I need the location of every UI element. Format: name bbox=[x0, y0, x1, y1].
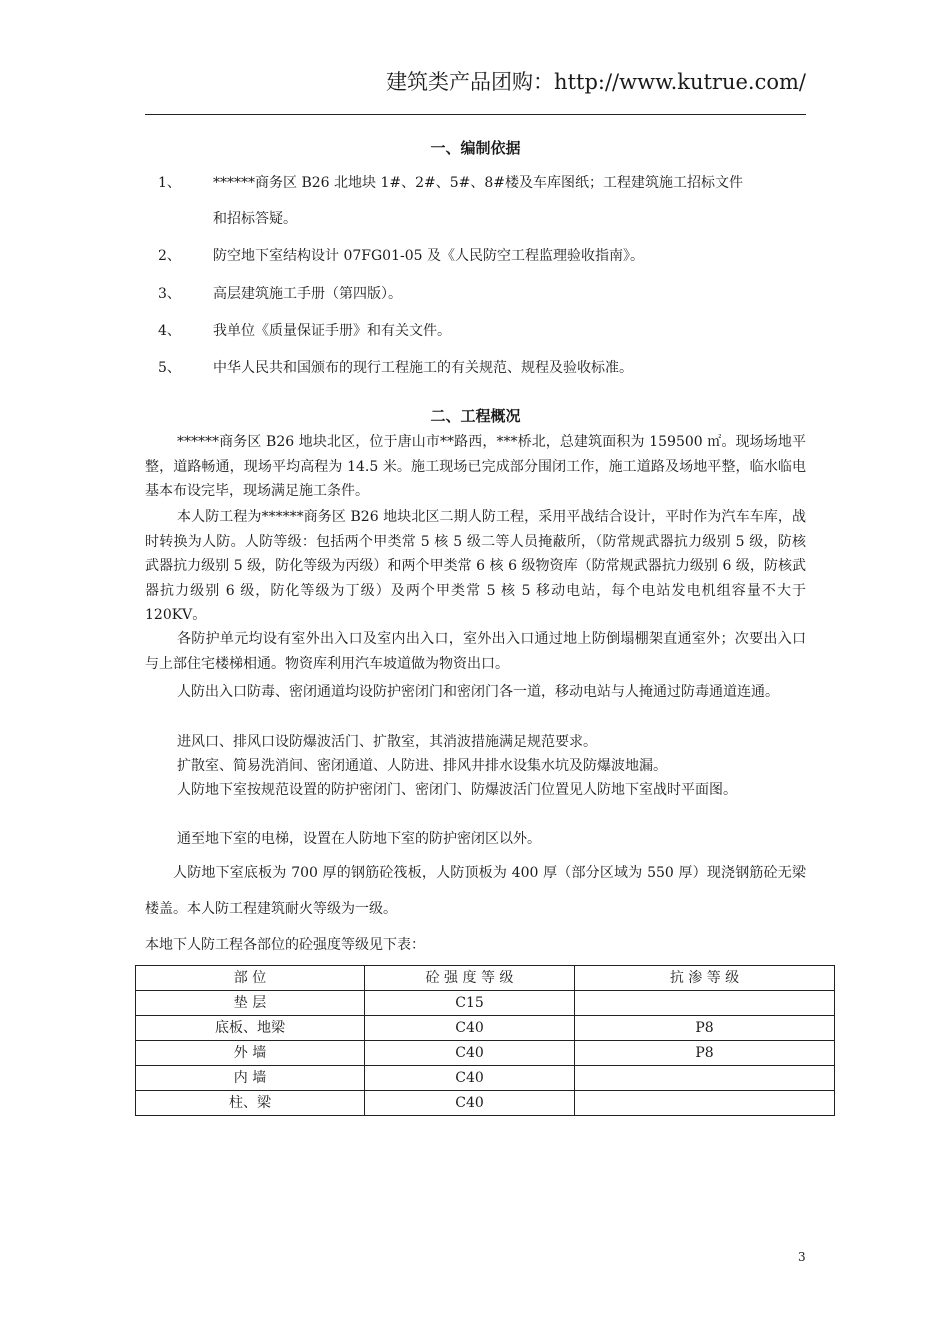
table-cell: P8 bbox=[575, 1016, 835, 1041]
list-item-number: 3、 bbox=[158, 286, 181, 302]
table-cell: P8 bbox=[575, 1041, 835, 1066]
table-cell bbox=[575, 991, 835, 1016]
section1-title: 一、编制依据 bbox=[430, 139, 521, 157]
list-item-text-cont: 和招标答疑。 bbox=[213, 211, 297, 227]
table-row bbox=[136, 1091, 835, 1116]
list-item-number: 1、 bbox=[158, 175, 181, 191]
paragraph: 扩散室、简易洗消间、密闭通道、人防进、排风井排水设集水坑及防爆波地漏。 bbox=[177, 758, 667, 774]
header-cell: 抗 渗 等 级 bbox=[575, 966, 835, 991]
section2-title: 二、工程概况 bbox=[430, 407, 521, 425]
table-cell: 垫 层 bbox=[136, 991, 365, 1016]
list-item-text: 高层建筑施工手册（第四版）。 bbox=[213, 286, 402, 302]
list-item-number: 4、 bbox=[158, 323, 181, 339]
table-row bbox=[136, 1016, 835, 1041]
table-cell: C15 bbox=[365, 991, 575, 1016]
table-row bbox=[136, 1041, 835, 1066]
list-item-number: 2、 bbox=[158, 248, 181, 264]
list-item-text: 防空地下室结构设计 07FG01-05 及《人民防空工程监理验收指南》。 bbox=[213, 248, 644, 264]
list-item-text: ******商务区 B26 北地块 1#、2#、5#、8#楼及车库图纸；工程建筑施工招标文件 bbox=[213, 175, 744, 191]
table-cell bbox=[575, 1066, 835, 1091]
paragraph: 各防护单元均设有室外出入口及室内出入口，室外出入口通过地上防倒塌棚架直通室外；次要出入口与上部住宅楼梯相通。物资库利用汽车坡道做为物资出口。 bbox=[145, 631, 806, 672]
concrete-grade-table bbox=[135, 965, 835, 1116]
table-cell: 内 墙 bbox=[136, 1066, 365, 1091]
list-item-text: 我单位《质量保证手册》和有关文件。 bbox=[213, 323, 451, 339]
table-cell: C40 bbox=[365, 1041, 575, 1066]
paragraph: 通至地下室的电梯，设置在人防地下室的防护密闭区以外。 bbox=[177, 831, 541, 847]
table-header-row bbox=[136, 966, 835, 991]
header-cell: 砼 强 度 等 级 bbox=[365, 966, 575, 991]
list-item-number: 5、 bbox=[158, 360, 181, 376]
table-row bbox=[136, 1066, 835, 1091]
page-number: 3 bbox=[798, 1250, 806, 1264]
paragraph: 进风口、排风口设防爆波活门、扩散室，其消波措施满足规范要求。 bbox=[177, 734, 597, 750]
list-item-text: 中华人民共和国颁布的现行工程施工的有关规范、规程及验收标准。 bbox=[213, 360, 633, 376]
table-caption: 本地下人防工程各部位的砼强度等级见下表： bbox=[145, 937, 425, 953]
header-divider bbox=[145, 114, 806, 115]
table-cell: 底板、地梁 bbox=[136, 1016, 365, 1041]
paragraph: ******商务区 B26 地块北区，位于唐山市**路西，***桥北，总建筑面积为 159500 ㎡。现场场地平整，道路畅通，现场平均高程为 14.5 米。施工现场已完成部分围闭工作，施工道路及场地平整，临水临电基本布设完毕，现场满足施工条件。 bbox=[145, 434, 806, 499]
paragraph: 本人防工程为******商务区 B26 地块北区二期人防工程，采用平战结合设计，平时作为汽车车库，战时转换为人防。人防等级：包括两个甲类常 5 核 5 级二等人员掩蔽所，（防常规武器抗力级别 5 级，防核武器抗力级别 5 级，防化等级为丙级）和两个甲类常 6 核 6 级物资库（防常规武器抗力级别 6 级，防核武器抗力级别 6 级，防化等级为丁级）及两个甲类常 5 核 5 移动电站，每个电站发电机组容量不大于 120KV。 bbox=[145, 509, 806, 623]
header-cell: 部 位 bbox=[136, 966, 365, 991]
table-cell: 外 墙 bbox=[136, 1041, 365, 1066]
paragraph: 人防地下室按规范设置的防护密闭门、密闭门、防爆波活门位置见人防地下室战时平面图。 bbox=[177, 782, 737, 798]
paragraph: 人防出入口防毒、密闭通道均设防护密闭门和密闭门各一道，移动电站与人掩通过防毒通道连通。 bbox=[177, 684, 779, 700]
table-cell: C40 bbox=[365, 1016, 575, 1041]
paragraph: 人防地下室底板为 700 厚的钢筋砼筏板，人防顶板为 400 厚（部分区域为 550 厚）现浇钢筋砼无梁楼盖。本人防工程建筑耐火等级为一级。 bbox=[145, 865, 806, 917]
table-cell: C40 bbox=[365, 1091, 575, 1116]
site-header: 建筑类产品团购：http://www.kutrue.com/ bbox=[386, 70, 806, 94]
table-row bbox=[136, 991, 835, 1016]
table-cell: 柱、梁 bbox=[136, 1091, 365, 1116]
table-cell: C40 bbox=[365, 1066, 575, 1091]
table-cell bbox=[575, 1091, 835, 1116]
